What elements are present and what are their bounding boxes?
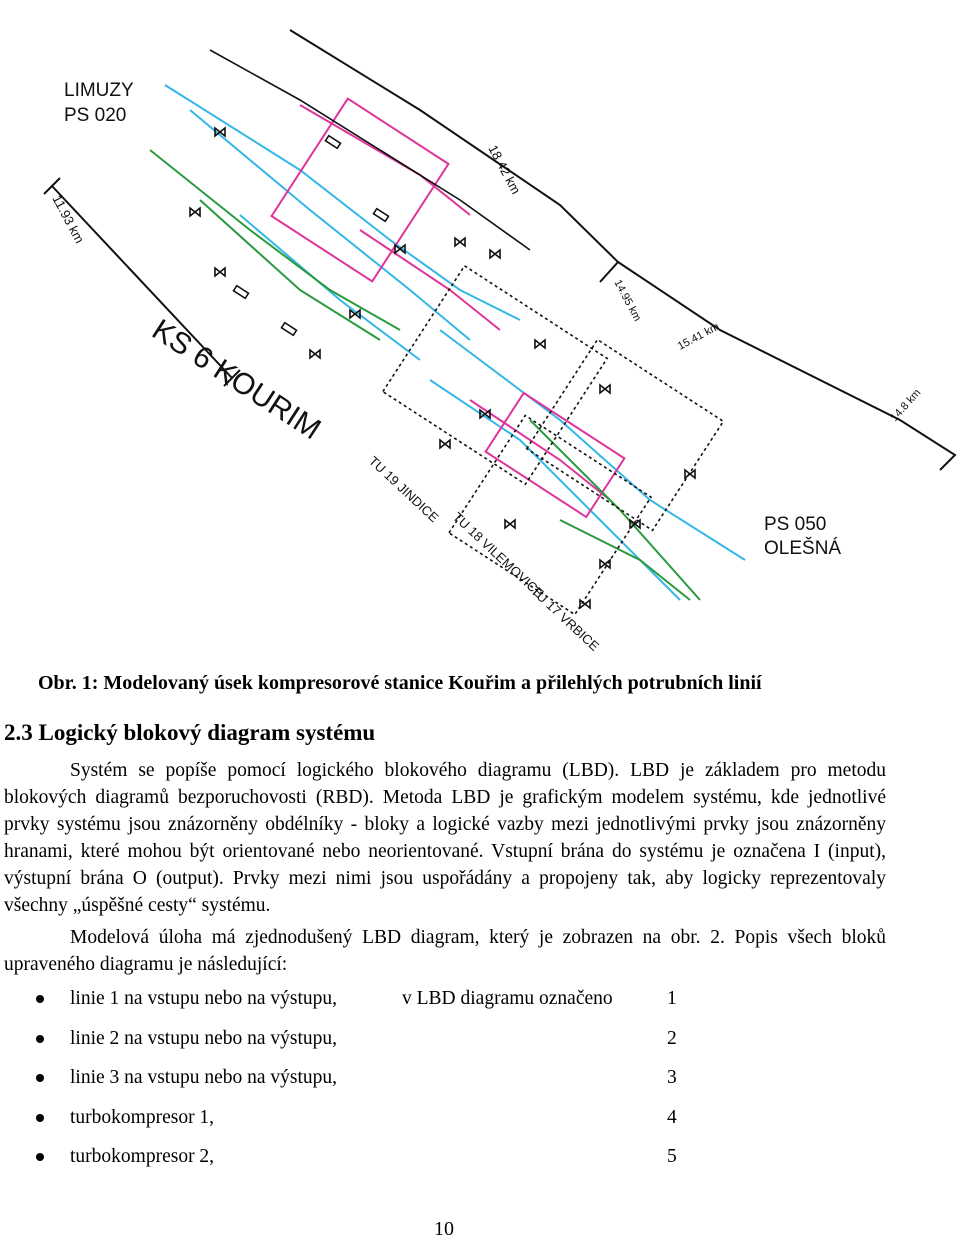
line-label-tu17: TU 17 VRBICE xyxy=(527,583,603,654)
distance-label-2: 18.42 km xyxy=(485,142,524,197)
list-item-number: 3 xyxy=(667,1067,677,1088)
bullet-icon xyxy=(36,1074,44,1082)
page-number: 10 xyxy=(434,1218,454,1240)
station-olesna-line1: PS 050 xyxy=(764,514,827,535)
list-item-label: turbokompresor 1, xyxy=(70,1106,215,1128)
station-limuzy-line1: LIMUZY xyxy=(64,80,134,101)
line-label-tu18: TU 18 VILEMOVICE xyxy=(449,509,547,602)
section-heading: 2.3 Logický blokový diagram systému xyxy=(4,720,376,745)
bullet-icon xyxy=(36,1035,44,1043)
list-item-note: v LBD diagramu označeno xyxy=(402,988,613,1009)
figure-caption: Obr. 1: Modelovaný úsek kompresorové stanice Kouřim a přilehlých potrubních linií xyxy=(38,672,762,694)
paragraph-intro: Systém se popíše pomocí logického blokového diagramu (LBD). LBD je základem pro metodu blokových diagramů bezporuchovosti (RBD). Metoda LBD je grafickým modelem systému, kde jednotlivé prvky systému jsou znázorněny obdélníky - bloky a logické vazby mezi jednotlivými prvky jsou znázorněny hranami, které mohou být orientované nebo neorientované. Vstupní brána do systému je označena I (input), výstupní brána O (output). Prvky mezi nimi jsou uspořádány a propojeny tak, aby logicky reprezentovaly všechny „úspěšné cesty“ systému. xyxy=(4,760,886,916)
valve-symbols xyxy=(190,128,695,608)
station-kourim: KS 6 KOURIM xyxy=(146,313,327,447)
list-item-label: turbokompresor 2, xyxy=(70,1146,215,1167)
bullet-icon xyxy=(36,1153,44,1161)
distance-label-3: 14.95 km xyxy=(611,277,644,324)
bullet-icon xyxy=(36,1114,44,1122)
list-item-number: 1 xyxy=(667,988,677,1009)
distance-label-4: 15.41 km xyxy=(675,320,722,353)
pipe-network-pink xyxy=(272,99,625,517)
list-item-number: 5 xyxy=(667,1146,677,1167)
station-limuzy-line2: PS 020 xyxy=(64,105,127,126)
list-item-number: 2 xyxy=(667,1027,677,1049)
paragraph-model: Modelová úloha má zjednodušený LBD diagram, který je zobrazen na obr. 2. Popis všech bloků upraveného diagramu je následující: xyxy=(4,927,886,975)
list-item-label: linie 1 na vstupu nebo na výstupu, xyxy=(70,988,338,1009)
list-item-label: linie 2 na vstupu nebo na výstupu, xyxy=(70,1027,338,1049)
line-label-tu19: TU 19 JINDICE xyxy=(365,453,442,526)
list-item-number: 4 xyxy=(667,1106,677,1128)
list-item-label: linie 3 na vstupu nebo na výstupu, xyxy=(70,1067,338,1088)
distance-label-1: 11.93 km xyxy=(49,192,88,246)
bullet-icon xyxy=(36,995,44,1003)
distance-label-5: 14.8 km xyxy=(888,386,924,425)
station-olesna-line2: OLEŠNÁ xyxy=(764,538,842,559)
